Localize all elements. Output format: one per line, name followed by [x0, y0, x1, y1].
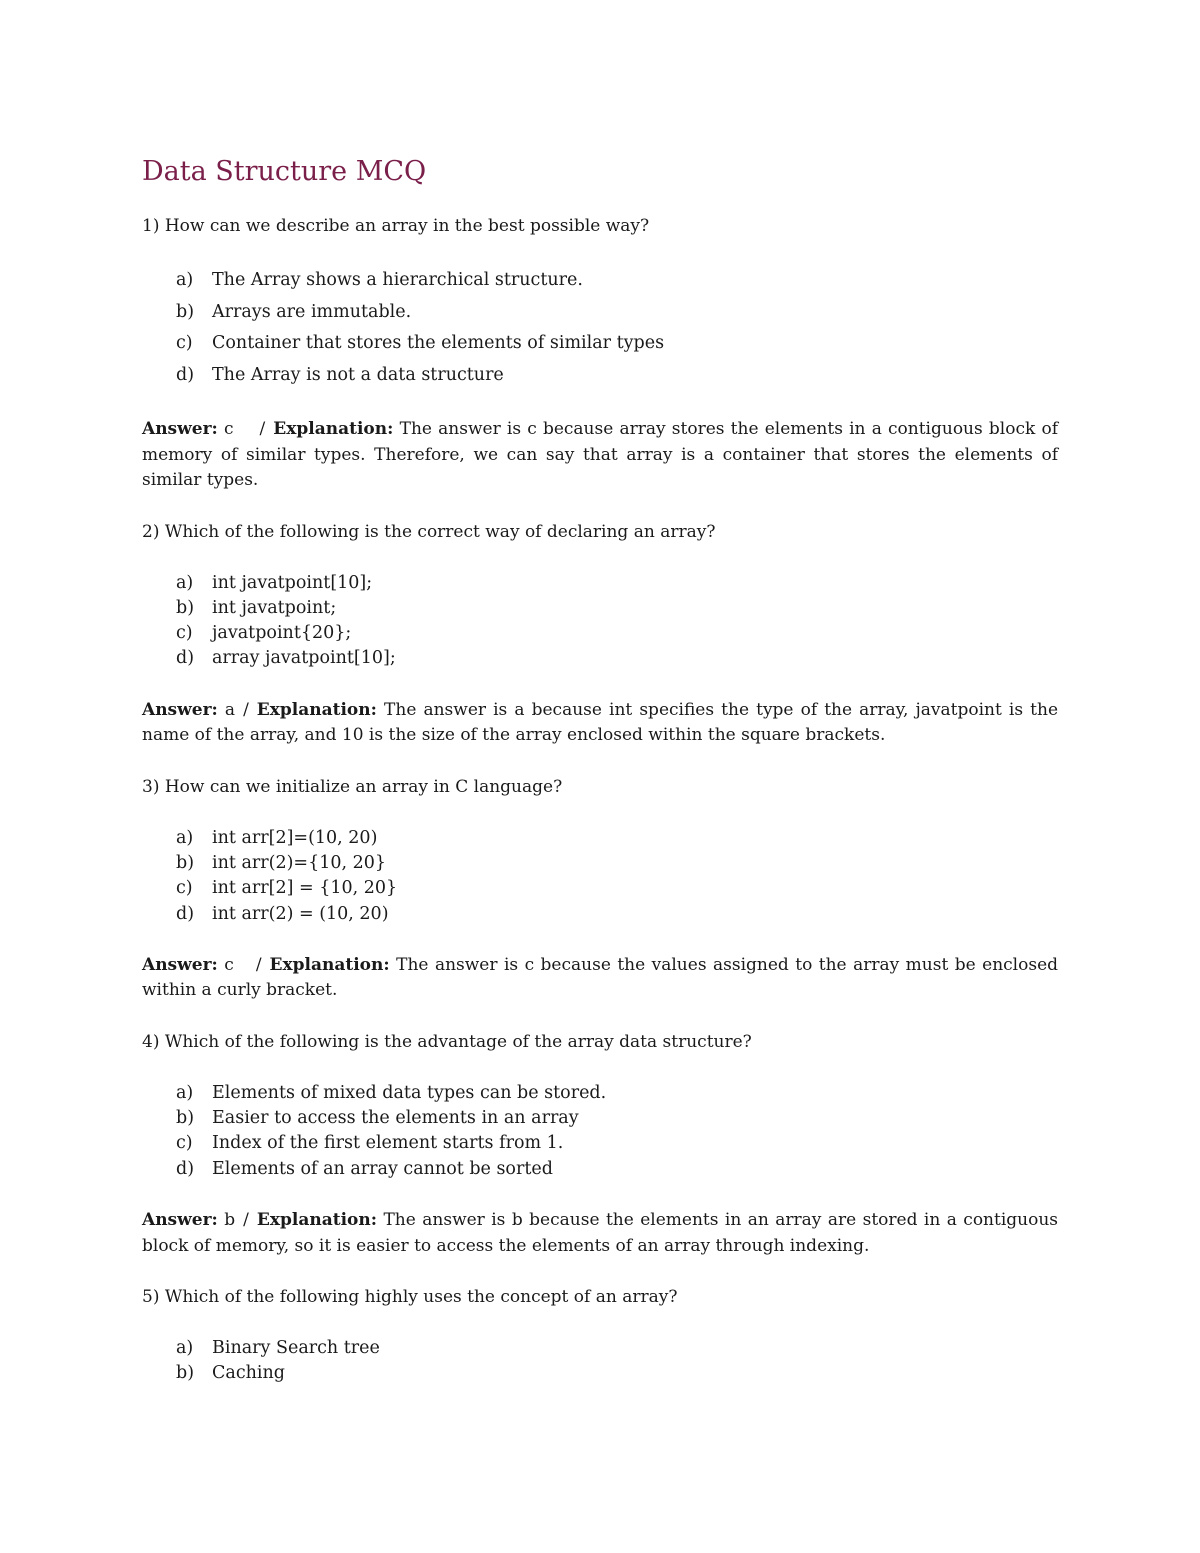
option-item [176, 265, 1058, 297]
answer-value: c [224, 954, 234, 975]
answer-paragraph [142, 417, 1058, 494]
answer-label: Answer: [142, 954, 218, 975]
question-text: 1) How can we describe an array in the best possible way? [142, 216, 650, 236]
option-item [176, 1106, 1058, 1131]
question-text: 5) Which of the following highly uses the concept of an array? [142, 1287, 678, 1308]
answer-paragraph [142, 953, 1058, 1004]
option-item [176, 1081, 1058, 1106]
option-item [176, 621, 1058, 646]
option-letter: b) [176, 597, 195, 618]
option-letter: b) [176, 301, 195, 322]
answer-label: Answer: [142, 1210, 218, 1231]
option-letter: c) [176, 333, 193, 353]
option-text: Elements of an array cannot be sorted [212, 1158, 553, 1179]
question-block [142, 1030, 1058, 1259]
option-letter: d) [176, 648, 195, 669]
option-item [176, 571, 1058, 596]
option-letter: c) [176, 623, 193, 644]
option-text: int javatpoint; [212, 597, 337, 618]
explanation-text: The answer is c because the values assigned to the array must be enclosed within a curly bracket. [142, 954, 1059, 1001]
option-text: Arrays are immutable. [212, 301, 412, 322]
explanation-label: Explanation: [269, 954, 390, 975]
option-item [176, 360, 1058, 392]
option-text: Container that stores the elements of similar types [212, 333, 665, 353]
option-text: The Array is not a data structure [212, 364, 504, 385]
answer-value: a [224, 699, 236, 720]
explanation-text: The answer is b because the elements in an array are stored in a contiguous block of memory, so it is easier to access the elements of an array through indexing. [142, 1210, 1059, 1256]
option-letter: a) [176, 1082, 194, 1103]
option-text: int arr(2)={10, 20} [212, 852, 387, 873]
option-item [176, 826, 1058, 851]
answer-label: Answer: [142, 419, 218, 439]
answer-label: Answer: [142, 699, 218, 720]
answer-separator: / [255, 954, 262, 975]
answer-value: b [224, 1210, 236, 1231]
option-text: javatpoint{20}; [212, 623, 352, 644]
option-text: int javatpoint[10]; [212, 572, 373, 593]
explanation-text: The answer is a because int specifies the type of the array, javatpoint is the name of the array, and 10 is the size of the array enclosed within the square brackets. [142, 699, 1059, 746]
option-letter: d) [176, 1158, 195, 1179]
question-block [142, 1285, 1058, 1387]
explanation-label: Explanation: [256, 699, 377, 720]
option-item [176, 1361, 1058, 1386]
option-item [176, 851, 1058, 876]
option-letter: c) [176, 1133, 193, 1154]
option-text: int arr[2]=(10, 20) [212, 827, 378, 848]
option-letter: a) [176, 270, 194, 290]
explanation-text: The answer is c because array stores the elements in a contiguous block of memory of similar types. Therefore, we can say that array is a container that stores the elements of similar types. [142, 419, 1059, 490]
option-letter: b) [176, 1363, 195, 1384]
option-text: array javatpoint[10]; [212, 648, 396, 669]
option-list [142, 826, 1058, 927]
option-letter: c) [176, 878, 193, 899]
option-letter: a) [176, 572, 194, 593]
answer-paragraph [142, 1208, 1058, 1259]
option-text: Elements of mixed data types can be stored. [212, 1082, 607, 1103]
question-text: 4) Which of the following is the advantage of the array data structure? [142, 1031, 752, 1052]
answer-separator: / [243, 699, 249, 720]
option-text: Caching [212, 1363, 285, 1384]
option-text: int arr[2] = {10, 20} [212, 878, 398, 899]
question-text: 3) How can we initialize an array in C language? [142, 776, 563, 797]
question-block [142, 775, 1058, 1004]
option-item [176, 1157, 1058, 1182]
option-item [176, 596, 1058, 621]
page-title: Data Structure MCQ [142, 156, 427, 187]
answer-separator: / [243, 1210, 249, 1231]
option-text: Index of the first element starts from 1. [212, 1133, 564, 1154]
option-list [142, 571, 1058, 672]
option-letter: b) [176, 1108, 195, 1129]
answer-separator: / [259, 419, 266, 439]
option-list [142, 1336, 1058, 1387]
option-text: The Array shows a hierarchical structure. [212, 270, 583, 290]
answer-value: c [224, 419, 234, 439]
option-text: Easier to access the elements in an array [212, 1108, 579, 1129]
option-list [142, 1081, 1058, 1182]
option-list [142, 265, 1058, 391]
option-item [176, 1131, 1058, 1156]
option-letter: a) [176, 1338, 194, 1359]
option-item [176, 328, 1058, 360]
option-text: int arr(2) = (10, 20) [212, 903, 389, 924]
explanation-label: Explanation: [256, 1210, 378, 1231]
option-item [176, 876, 1058, 901]
option-letter: d) [176, 364, 195, 385]
option-item [176, 902, 1058, 927]
option-letter: d) [176, 903, 195, 924]
question-block [142, 214, 1058, 494]
option-item [176, 297, 1058, 329]
option-text: Binary Search tree [212, 1338, 380, 1359]
option-letter: b) [176, 852, 195, 873]
question-block [142, 520, 1058, 749]
document-page [142, 150, 1058, 1413]
explanation-label: Explanation: [273, 419, 394, 439]
option-letter: a) [176, 827, 194, 848]
question-text: 2) Which of the following is the correct way of declaring an array? [142, 521, 716, 542]
option-item [176, 1336, 1058, 1361]
option-item [176, 646, 1058, 671]
answer-paragraph [142, 698, 1058, 749]
